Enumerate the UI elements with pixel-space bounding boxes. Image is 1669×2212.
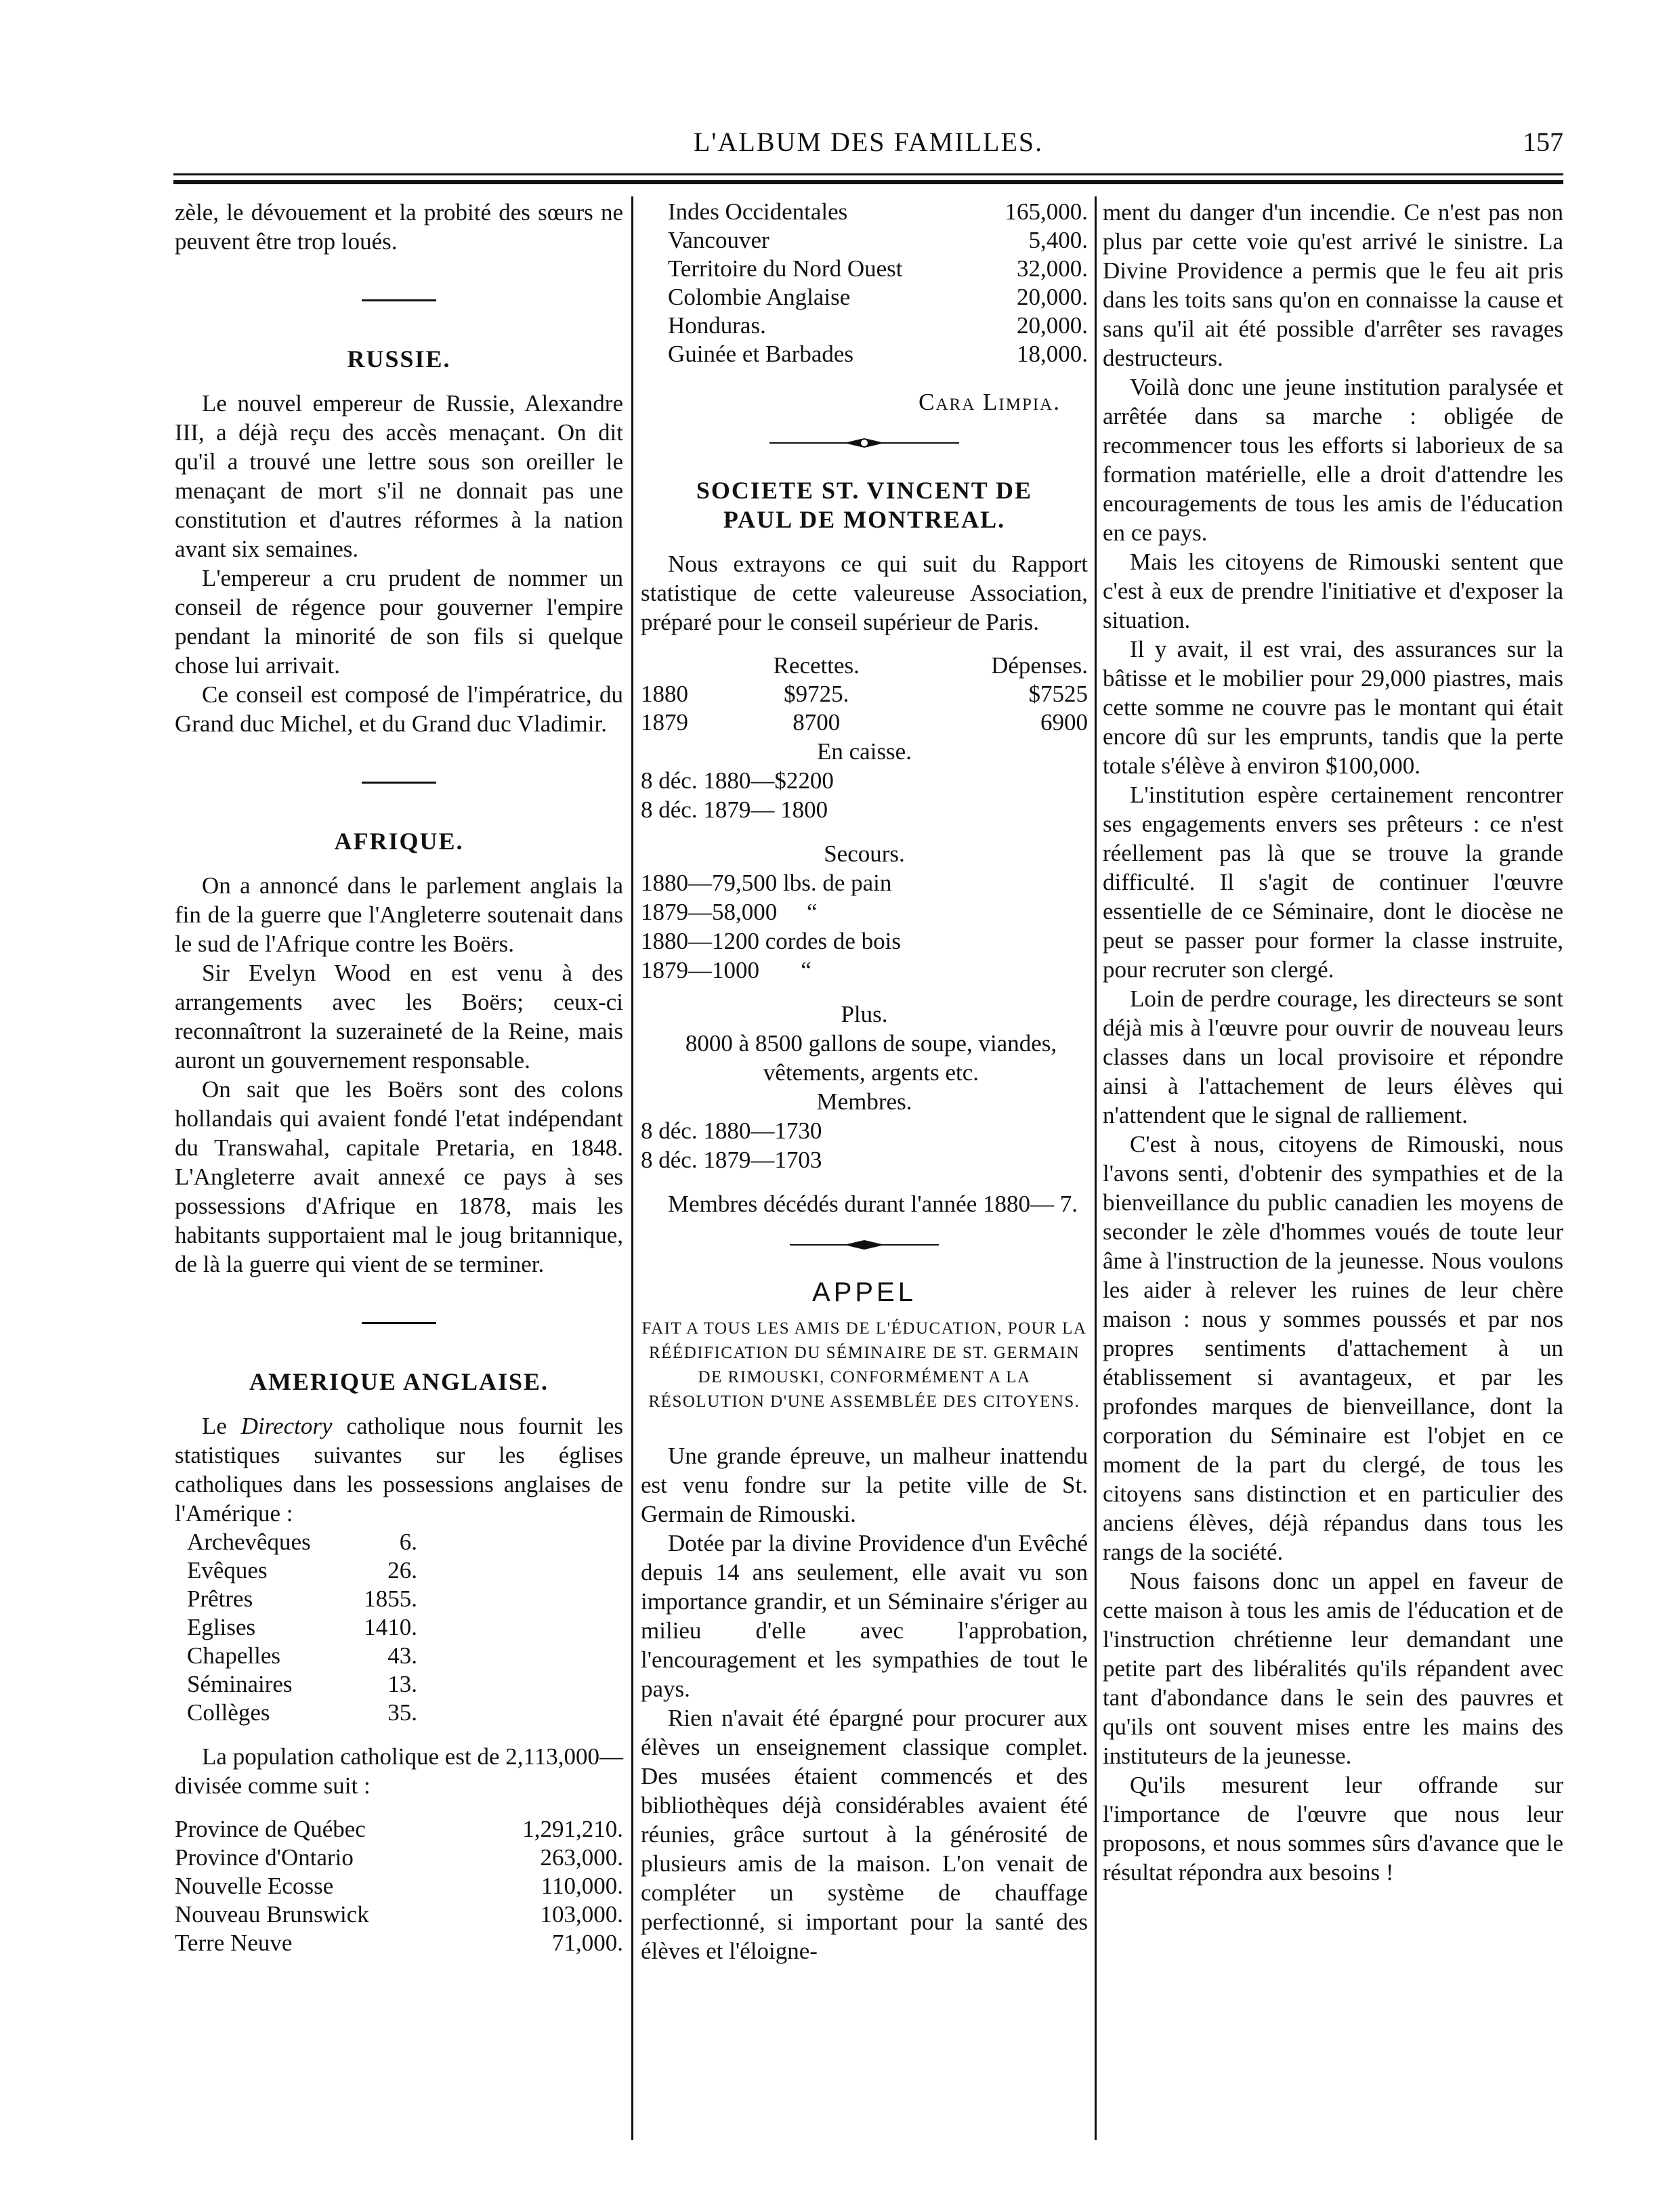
- row-value: 18,000.: [1017, 341, 1088, 367]
- table-row: [668, 340, 1088, 368]
- table-row: [668, 312, 1088, 340]
- row-value: 110,000.: [541, 1873, 623, 1899]
- table-row: [668, 283, 1088, 312]
- page-number: 157: [1523, 127, 1563, 157]
- section-separator: [362, 782, 436, 784]
- row-label: Terre Neuve: [175, 1930, 293, 1956]
- section-title-amerique: AMERIQUE ANGLAISE.: [249, 1368, 549, 1395]
- caisse-label: En caisse.: [817, 738, 912, 765]
- section-separator: [362, 299, 436, 301]
- population-table: [175, 1815, 623, 1957]
- row-label: Colombie Anglaise: [668, 284, 851, 310]
- row-value: 26.: [387, 1557, 417, 1583]
- list-item: 1880—79,500 lbs. de pain: [641, 870, 892, 896]
- finance-depenses: $7525: [1028, 681, 1088, 707]
- table-row: [668, 226, 1088, 255]
- list-item: 1880—1200 cordes de bois: [641, 928, 901, 954]
- russie-paragraph-3: Ce conseil est composé de l'impératrice, du Grand duc Michel, et du Grand duc Vladimir.: [175, 681, 623, 737]
- table-row: [187, 1642, 417, 1670]
- row-value: 1855.: [364, 1586, 417, 1612]
- appel-title: APPEL: [812, 1277, 916, 1307]
- table-row: [187, 1528, 417, 1556]
- afrique-paragraph-2: Sir Evelyn Wood en est venu à des arrangements avec les Boërs; ceux-ci reconnaîtront la suzeraineté de la Reine, mais auront un gouvernement responsable.: [175, 960, 623, 1073]
- row-label: Honduras.: [668, 312, 766, 339]
- societe-intro: Nous extrayons ce qui suit du Rapport statistique de cette valeureuse Association, préparé pour le conseil supérieur de Paris.: [641, 551, 1088, 635]
- list-item: 1879—58,000 “: [641, 899, 818, 925]
- row-label: Eglises: [187, 1614, 256, 1640]
- list-item: 8 déc. 1879—1703: [641, 1147, 822, 1173]
- column-divider-2: [1095, 196, 1097, 2140]
- column-2: [641, 198, 1088, 1965]
- appel-continued-4: L'institution espère certainement rencontrer ses engagements envers ses prêteurs : ce n'est réellement pas là que se trouve la grande difficulté. Il s'agit de continuer l'œuvre essentielle de ce Séminaire, dont le diocèse ne peut se passer pour former la classe instruite, pour recruter son clergé.: [1103, 782, 1563, 983]
- row-value: 20,000.: [1017, 284, 1088, 310]
- appel-continued-3: Il y avait, il est vrai, des assurances sur la bâtisse et le mobilier pour 29,000 piastres, mais cette somme ne couvre pas le montant qui était encore dû sur les emprunts, tandis que la perte totale s'élève à environ $100,000.: [1103, 636, 1563, 779]
- caisse-list: [641, 766, 1088, 824]
- row-label: Indes Occidentales: [668, 198, 848, 225]
- finance-year: 1880: [641, 681, 688, 707]
- section-title-russie: RUSSIE.: [347, 345, 451, 373]
- table-row: [187, 1613, 417, 1642]
- membres-decedes: Membres décédés durant l'année 1880— 7.: [668, 1191, 1078, 1217]
- appel-continued-0: ment du danger d'un incendie. Ce n'est pas non plus par cette voie qu'est arrivé le sinistre. La Divine Providence a permis que le feu ait pris dans les toits sans qu'on en connaisse la cause et sans qu'il ait été possible d'arrêter ses ravages destructeurs.: [1103, 199, 1563, 371]
- finance-recettes: 8700: [793, 709, 841, 736]
- row-label: Collèges: [187, 1699, 270, 1726]
- header-rule-top: [173, 173, 1563, 175]
- row-value: 35.: [387, 1699, 417, 1726]
- row-value: 6.: [399, 1529, 417, 1555]
- appel-paragraph-3: Rien n'avait été épargné pour procurer aux élèves un enseignement classique complet. Des musées étaient commencés et des bibliothèques déjà considérables avaient été réunies, grâce surtout à la générosité de plusieurs amis de la maison. L'on venait de compléter un système de chauffage perfectionné, si important pour la santé des élèves et l'éloigne-: [641, 1705, 1088, 1964]
- row-label: Guinée et Barbades: [668, 341, 854, 367]
- appel-continued-7: Nous faisons donc un appel en faveur de cette maison à tous les amis de l'éducation et de l'instruction chrétienne leur demandant une petite part des libéralités qu'ils répandent avec tant d'abondance dans le sein des pauvres et qu'ils ont souvent mises entre les mains des instituteurs de la jeunesse.: [1103, 1568, 1563, 1769]
- amerique-paragraph-1: Le Directory catholique nous fournit les statistiques suivantes sur les églises catholiques dans les possessions anglaises de l'Amérique :: [175, 1413, 623, 1527]
- row-value: 71,000.: [552, 1930, 623, 1956]
- row-label: Vancouver: [668, 227, 769, 253]
- finance-recettes: $9725.: [784, 681, 849, 707]
- table-row: [175, 1872, 623, 1900]
- column-divider-1: [631, 196, 633, 2140]
- appel-subtitle: FAIT A TOUS LES AMIS DE L'ÉDUCATION, POUR LA RÉÉDIFICATION DU SÉMINAIRE DE ST. GERMAIN DE RIMOUSKI, CONFORMÉMENT A LA RÉSOLUTION D'UNE ASSEMBLÉE DES CITOYENS.: [641, 1319, 1087, 1411]
- directory-word: Directory: [240, 1413, 333, 1439]
- signature: Cara Limpia.: [918, 389, 1061, 415]
- column-1: [175, 198, 623, 1957]
- plus-text: 8000 à 8500 gallons de soupe, viandes, vêtements, argents etc.: [685, 1030, 1057, 1086]
- list-item: 8 déc. 1880—$2200: [641, 767, 834, 794]
- section-title-societe-1: SOCIETE ST. VINCENT DE: [696, 477, 1033, 504]
- finance-year: 1879: [641, 709, 688, 736]
- row-value: 103,000.: [540, 1901, 623, 1928]
- row-label: Chapelles: [187, 1642, 281, 1669]
- russie-paragraph-2: L'empereur a cru prudent de nommer un conseil de régence pour gouverner l'empire pendant la minorité de son fils si quelque chose lui arrivait.: [175, 565, 623, 679]
- appel-continued-2: Mais les citoyens de Rimouski sentent que c'est à eux de prendre l'initiative et d'exposer la situation.: [1103, 549, 1563, 633]
- depenses-label: Dépenses.: [991, 652, 1088, 679]
- header-rule-bottom: [173, 180, 1563, 184]
- list-item: 8 déc. 1880—1730: [641, 1118, 822, 1144]
- section-title-societe-2: PAUL DE MONTREAL.: [723, 506, 1006, 533]
- row-value: 32,000.: [1017, 255, 1088, 282]
- table-row: [668, 198, 1088, 226]
- appel-paragraph-2: Dotée par la divine Providence d'un Evêché depuis 14 ans seulement, elle avait vu son importance grandir, et un Séminaire s'ériger au milieu d'elle avec l'approbation, l'encouragement et les sympathies de tout le pays.: [641, 1530, 1088, 1702]
- ornament-divider: [769, 437, 959, 449]
- appel-paragraph-1: Une grande épreuve, un malheur inattendu est venu fondre sur la petite ville de St. Germain de Rimouski.: [641, 1443, 1088, 1527]
- row-label: Prêtres: [187, 1586, 253, 1612]
- row-value: 43.: [387, 1642, 417, 1669]
- row-label: Séminaires: [187, 1671, 293, 1697]
- appel-continued-5: Loin de perdre courage, les directeurs se sont déjà mis à l'œuvre pour ouvrir de nouveau leurs classes dans un local provisoire et répondre ainsi à l'attachement de leurs élèves qui n'attendent que le signal de ralliement.: [1103, 985, 1563, 1128]
- row-label: Nouvelle Ecosse: [175, 1873, 334, 1899]
- table-row: [187, 1556, 417, 1585]
- table-row: [175, 1900, 623, 1929]
- intro-paragraph: zèle, le dévouement et la probité des sœurs ne peuvent être trop loués.: [175, 199, 623, 255]
- finance-row: [641, 680, 1088, 708]
- recettes-label: Recettes.: [773, 652, 860, 679]
- table-row: [175, 1815, 623, 1844]
- membres-label: Membres.: [816, 1088, 912, 1115]
- row-value: 1410.: [364, 1614, 417, 1640]
- clergy-table: [187, 1528, 417, 1727]
- appel-continued-8: Qu'ils mesurent leur offrande sur l'importance de l'œuvre que nous leur proposons, et nous sommes sûrs d'avance que le résultat répondra aux besoins !: [1103, 1772, 1563, 1886]
- table-row: [175, 1844, 623, 1872]
- row-label: Territoire du Nord Ouest: [668, 255, 903, 282]
- column-3: [1103, 198, 1563, 1887]
- page-header: [173, 126, 1563, 160]
- appel-continued-6: C'est à nous, citoyens de Rimouski, nous l'avons senti, d'obtenir des sympathies et de la bienveillance du public canadien les moyens de seconder le zèle d'hommes voués de toute leur âme à l'instruction de la jeunesse. Nous voulons les aider à relever les ruines de leur chère maison : nous y sommes poussés et par nos propres sentiments d'attachement à un établissement si avantageux, et par les profondes marques de bienveillance, dont la corporation du Séminaire est l'objet en ce moment de la part du clergé, de tous les citoyens sans distinction et en particulier des anciens élèves, déjà répandus dans tous les rangs de la société.: [1103, 1131, 1563, 1565]
- appel-continued-1: Voilà donc une jeune institution paralysée et arrêtée dans sa marche : obligée de recommencer tous les efforts si laborieux de sa formation matérielle, elle a droit d'attendre les encouragements de tous les amis de l'éducation en ce pays.: [1103, 374, 1563, 546]
- row-label: Evêques: [187, 1557, 268, 1583]
- table-row: [175, 1929, 623, 1957]
- plus-label: Plus.: [841, 1001, 888, 1027]
- population-table-continued: [668, 198, 1088, 368]
- row-value: 263,000.: [540, 1844, 623, 1871]
- afrique-paragraph-1: On a annoncé dans le parlement anglais la fin de la guerre que l'Angleterre soutenait dans le sud de l'Afrique contre les Boërs.: [175, 872, 623, 957]
- afrique-paragraph-3: On sait que les Boërs sont des colons hollandais qui avaient fondé l'etat indépendant du Transwahal, capitale Pretaria, en 1848. L'Angleterre avait annexé ce pays à ses possessions d'Afrique en 1878, mais les habitants supportaient mal le joug britannique, de là la guerre qui vient de se terminer.: [175, 1076, 623, 1277]
- section-separator: [362, 1322, 436, 1324]
- list-item: 8 déc. 1879— 1800: [641, 796, 828, 823]
- secours-label: Secours.: [824, 841, 905, 867]
- table-row: [668, 255, 1088, 283]
- table-row: [187, 1699, 417, 1727]
- amerique-paragraph-2: La population catholique est de 2,113,000— divisée comme suit :: [175, 1743, 623, 1799]
- row-label: Nouveau Brunswick: [175, 1901, 369, 1928]
- finance-depenses: 6900: [1040, 709, 1088, 736]
- finance-row: [641, 708, 1088, 737]
- table-row: [187, 1670, 417, 1699]
- secours-list: [641, 868, 1088, 985]
- row-label: Archevêques: [187, 1529, 311, 1555]
- running-title: L'ALBUM DES FAMILLES.: [693, 127, 1044, 157]
- list-item: 1879—1000 “: [641, 957, 811, 983]
- table-row: [187, 1585, 417, 1613]
- row-label: Province d'Ontario: [175, 1844, 354, 1871]
- membres-list: [641, 1116, 1088, 1174]
- russie-paragraph-1: Le nouvel empereur de Russie, Alexandre III, a déjà reçu des accès menaçant. On dit qu'il a trouvé une lettre sous son oreiller le menaçant de mort s'il ne donnait pas une constitution et d'autres réformes à la nation avant six semaines.: [175, 390, 623, 562]
- row-value: 20,000.: [1017, 312, 1088, 339]
- row-value: 1,291,210.: [522, 1816, 623, 1842]
- societe-finance-table: [641, 652, 1088, 737]
- row-value: 5,400.: [1028, 227, 1088, 253]
- section-title-afrique: AFRIQUE.: [334, 828, 464, 855]
- row-value: 13.: [387, 1671, 417, 1697]
- row-value: 165,000.: [1005, 198, 1088, 225]
- row-label: Province de Québec: [175, 1816, 366, 1842]
- ornament-divider: [769, 1239, 959, 1251]
